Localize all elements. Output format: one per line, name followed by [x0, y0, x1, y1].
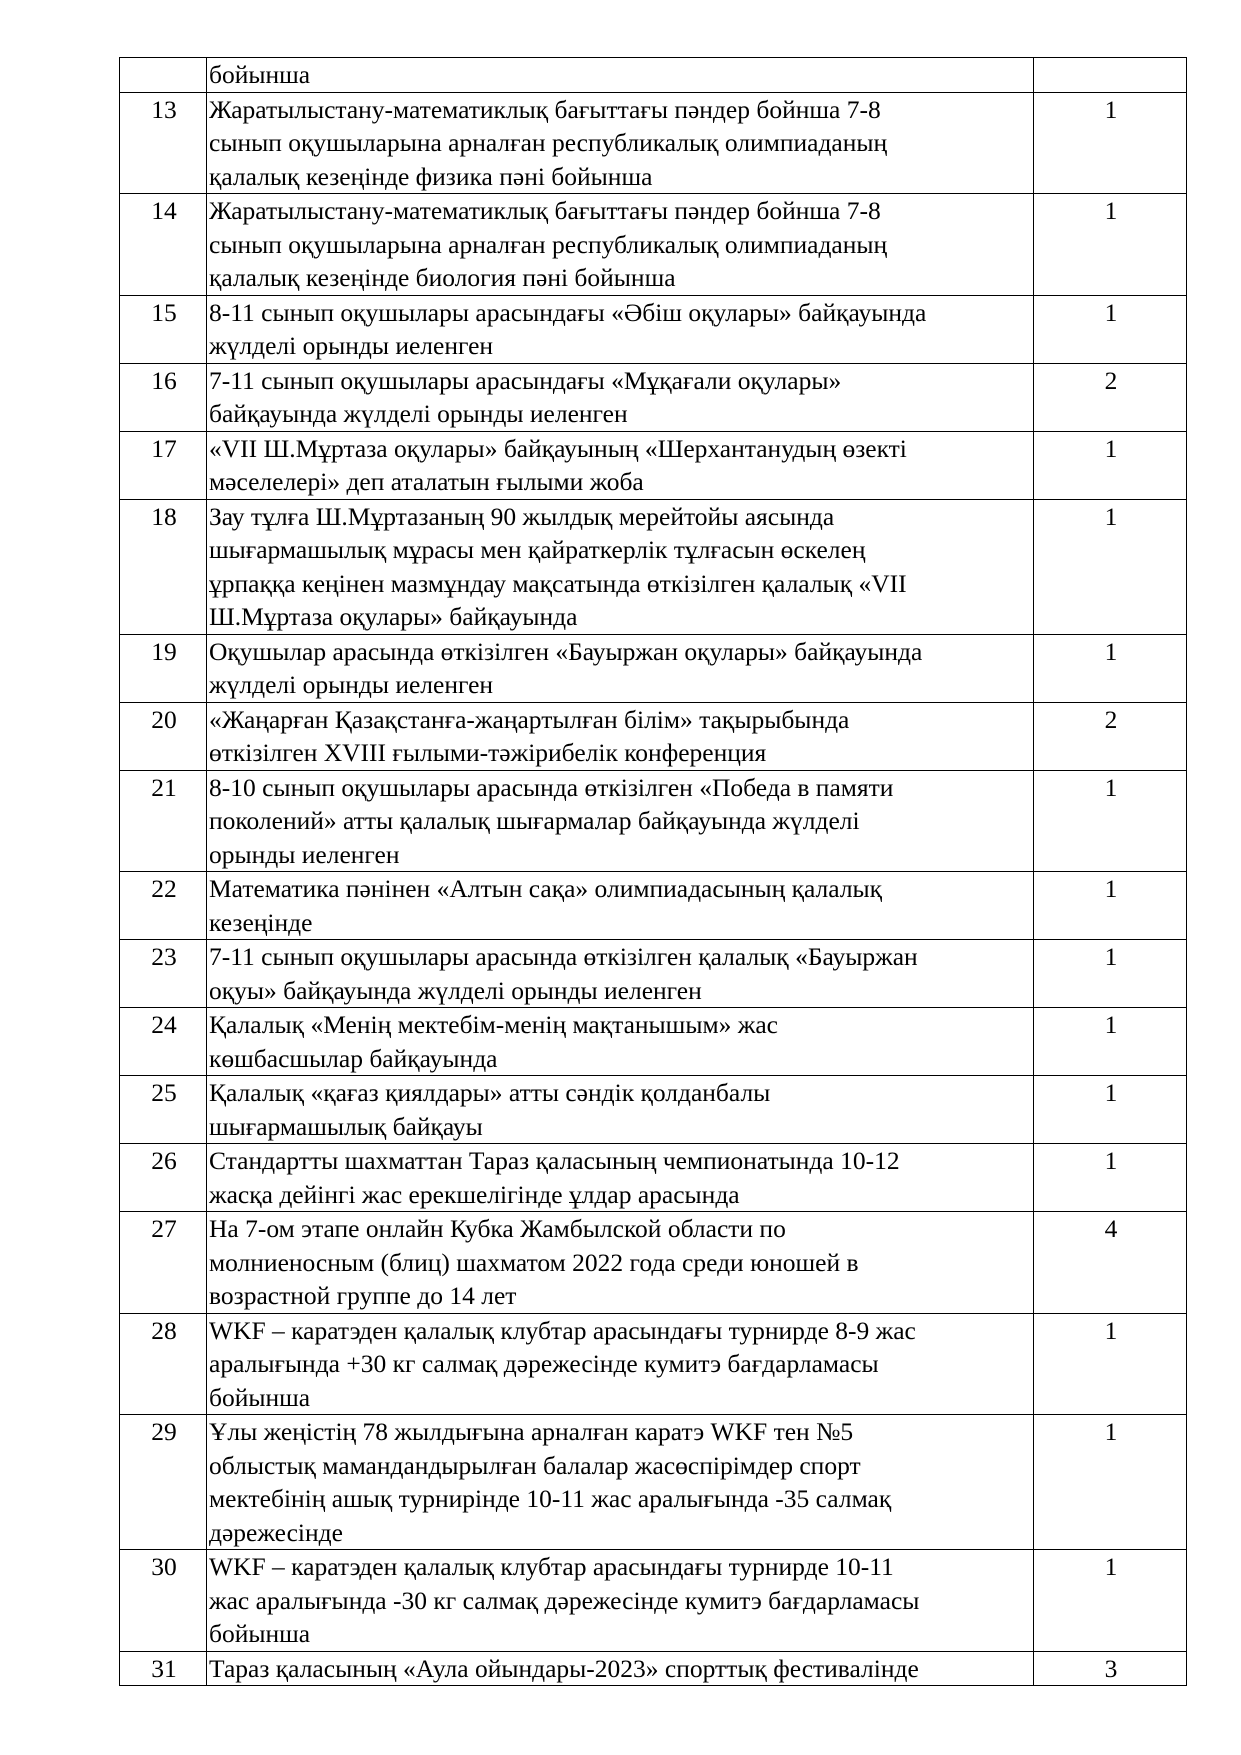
description-line: сынып оқушыларына арналған республикалық олимпиаданың	[209, 229, 888, 259]
row-description-cell	[207, 1144, 1034, 1212]
description-line: WKF – каратэден қалалық клубтар арасындағы турнирде 10-11	[209, 1552, 894, 1581]
description-line: мектебінің ашық турнирінде 10-11 жас аралығында -35 салмақ	[209, 1484, 892, 1513]
description-line: возрастной группе до 14 лет	[209, 1281, 517, 1310]
row-number-cell: 14	[120, 194, 207, 296]
row-description-cell	[207, 1076, 1034, 1144]
row-count-cell: 1	[1034, 92, 1187, 194]
description-line: сынып оқушыларына арналған республикалық олимпиаданың	[209, 128, 888, 157]
row-description-cell	[207, 634, 1034, 702]
description-line: дәрежесінде	[209, 1517, 343, 1547]
description-line: 7-11 сынып оқушылары арасындағы «Мұқағали оқулары»	[209, 365, 842, 395]
description-line: бойынша	[209, 1382, 311, 1412]
table-row	[120, 702, 1187, 770]
row-count-cell: 1	[1034, 634, 1187, 702]
row-description-cell	[207, 1651, 1034, 1686]
description-line: Ш.Мұртаза оқулары» байқауында	[209, 602, 578, 631]
row-number-cell: 28	[120, 1313, 207, 1415]
row-number-cell: 16	[120, 363, 207, 431]
row-count-cell: 1	[1034, 1144, 1187, 1212]
description-line: «Жаңарған Қазақстанға-жаңартылған білім» тақырыбында	[209, 704, 850, 734]
description-line: жас аралығында -30 кг салмақ дәрежесінде кумитэ бағдарламасы	[209, 1585, 920, 1615]
row-count-cell: 1	[1034, 1076, 1187, 1144]
row-description-cell	[207, 940, 1034, 1008]
description-line: бойынша	[209, 1619, 311, 1648]
row-description-cell	[207, 58, 1034, 93]
row-number-cell: 26	[120, 1144, 207, 1212]
row-description-cell	[207, 770, 1034, 872]
row-description-cell	[207, 295, 1034, 363]
description-line: поколений» атты қалалық шығармалар байқауында жүлделі	[209, 806, 860, 835]
description-line: На 7-ом этапе онлайн Кубка Жамбылской области по	[209, 1214, 786, 1243]
table-row	[120, 499, 1187, 634]
description-line: көшбасшылар байқауында	[209, 1043, 498, 1073]
row-description-cell	[207, 1415, 1034, 1550]
description-line: жасқа дейінгі жас ерекшелігінде ұлдар арасында	[209, 1179, 740, 1209]
description-line: Қалалық «қағаз қиялдары» атты сәндік қолданбалы	[209, 1078, 771, 1107]
table-row	[120, 940, 1187, 1008]
row-count-cell: 4	[1034, 1212, 1187, 1314]
table-row	[120, 363, 1187, 431]
row-count-cell: 1	[1034, 770, 1187, 872]
table-row	[120, 1008, 1187, 1076]
description-line: оқуы» байқауында жүлделі орынды иеленген	[209, 975, 702, 1005]
row-count-cell: 3	[1034, 1651, 1187, 1686]
description-line: 8-11 сынып оқушылары арасындағы «Әбіш оқулары» байқауында	[209, 297, 927, 327]
row-count-cell: 1	[1034, 499, 1187, 634]
row-description-cell	[207, 363, 1034, 431]
description-line: байқауында жүлделі орынды иеленген	[209, 399, 628, 428]
description-line: «VII Ш.Мұртаза оқулары» байқауының «Шерхантанудың өзекті	[209, 433, 907, 463]
description-line: Жаратылыстану-математиклық бағыттағы пәндер бойнша 7-8	[209, 196, 881, 225]
description-line: шығармашылық байқауы	[209, 1111, 483, 1141]
table-row	[120, 1076, 1187, 1144]
row-number-cell: 18	[120, 499, 207, 634]
row-number-cell: 30	[120, 1550, 207, 1652]
description-line: бойынша	[209, 60, 311, 89]
description-line: Ұлы жеңістің 78 жылдығына арналған каратэ WKF тен №5	[209, 1417, 854, 1446]
row-number-cell: 19	[120, 634, 207, 702]
table-row	[120, 1313, 1187, 1415]
row-number-cell: 24	[120, 1008, 207, 1076]
table-row	[120, 431, 1187, 499]
description-line: Стандартты шахматтан Тараз қаласының чемпионатында 10-12	[209, 1146, 900, 1175]
description-line: шығармашылық мұрасы мен қайраткерлік тұлғасын өскелең	[209, 535, 866, 564]
row-number-cell: 23	[120, 940, 207, 1008]
description-line: молниеносным (блиц) шахматом 2022 года среди юношей в	[209, 1247, 859, 1277]
description-line: қалалық кезеңінде биология пәні бойынша	[209, 263, 676, 292]
row-count-cell	[1034, 58, 1187, 93]
table-row	[120, 770, 1187, 872]
row-number-cell: 20	[120, 702, 207, 770]
row-count-cell: 1	[1034, 1550, 1187, 1652]
row-description-cell	[207, 499, 1034, 634]
description-line: кезеңінде	[209, 907, 313, 937]
row-description-cell	[207, 1008, 1034, 1076]
table-row	[120, 1415, 1187, 1550]
description-line: Тараз қаласының «Аула ойындары-2023» спорттық фестивалінде	[209, 1653, 919, 1683]
row-description-cell	[207, 1550, 1034, 1652]
row-number-cell: 17	[120, 431, 207, 499]
description-line: Жаратылыстану-математиклық бағыттағы пәндер бойнша 7-8	[209, 94, 881, 124]
description-line: облыстық мамандандырылған балалар жасөспірімдер спорт	[209, 1450, 861, 1480]
row-count-cell: 1	[1034, 194, 1187, 296]
table-row	[120, 1212, 1187, 1314]
description-line: ұрпаққа кеңінен мазмұндау мақсатында өткізілген қалалық «VII	[209, 568, 907, 598]
row-description-cell	[207, 1212, 1034, 1314]
row-description-cell	[207, 92, 1034, 194]
awards-table	[119, 57, 1187, 1686]
row-number-cell: 13	[120, 92, 207, 194]
row-number-cell: 25	[120, 1076, 207, 1144]
table-row	[120, 1550, 1187, 1652]
row-number-cell: 27	[120, 1212, 207, 1314]
row-count-cell: 1	[1034, 1008, 1187, 1076]
description-line: мәселелері» деп аталатын ғылыми жоба	[209, 467, 644, 496]
description-line: қалалық кезеңінде физика пәні бойынша	[209, 161, 653, 191]
description-line: аралығында +30 кг салмақ дәрежесінде кумитэ бағдарламасы	[209, 1349, 879, 1378]
table-row	[120, 92, 1187, 194]
description-line: Математика пәнінен «Алтын сақа» олимпиадасының қалалық	[209, 874, 883, 903]
row-number-cell: 29	[120, 1415, 207, 1550]
row-count-cell: 1	[1034, 872, 1187, 940]
table-row	[120, 1144, 1187, 1212]
description-line: 8-10 сынып оқушылары арасында өткізілген «Победа в памяти	[209, 772, 894, 802]
description-line: жүлделі орынды иеленген	[209, 670, 494, 699]
row-count-cell: 2	[1034, 702, 1187, 770]
row-number-cell: 21	[120, 770, 207, 872]
row-number-cell: 31	[120, 1651, 207, 1686]
row-description-cell	[207, 702, 1034, 770]
row-description-cell	[207, 431, 1034, 499]
row-count-cell: 1	[1034, 1313, 1187, 1415]
row-description-cell	[207, 1313, 1034, 1415]
row-description-cell	[207, 872, 1034, 940]
awards-table-body	[120, 58, 1187, 1686]
row-count-cell: 1	[1034, 1415, 1187, 1550]
description-line: орынды иеленген	[209, 839, 400, 869]
description-line: жүлделі орынды иеленген	[209, 331, 494, 360]
row-description-cell	[207, 194, 1034, 296]
table-row	[120, 872, 1187, 940]
row-number-cell	[120, 58, 207, 93]
table-row	[120, 634, 1187, 702]
description-line: өткізілген XVIII ғылыми-тәжірибелік конференция	[209, 738, 767, 767]
table-row	[120, 58, 1187, 93]
row-count-cell: 1	[1034, 940, 1187, 1008]
description-line: Оқушылар арасында өткізілген «Бауыржан оқулары» байқауында	[209, 636, 923, 666]
row-number-cell: 22	[120, 872, 207, 940]
table-row	[120, 1651, 1187, 1686]
row-count-cell: 1	[1034, 431, 1187, 499]
table-row	[120, 295, 1187, 363]
description-line: 7-11 сынып оқушылары арасында өткізілген қалалық «Бауыржан	[209, 942, 918, 971]
description-line: Қалалық «Менің мектебім-менің мақтанышым» жас	[209, 1010, 778, 1039]
description-line: WKF – каратэден қалалық клубтар арасындағы турнирде 8-9 жас	[209, 1315, 916, 1345]
table-row	[120, 194, 1187, 296]
row-number-cell: 15	[120, 295, 207, 363]
row-count-cell: 1	[1034, 295, 1187, 363]
row-count-cell: 2	[1034, 363, 1187, 431]
description-line: Зау тұлға Ш.Мұртазаның 90 жылдық мерейтойы аясында	[209, 501, 835, 531]
